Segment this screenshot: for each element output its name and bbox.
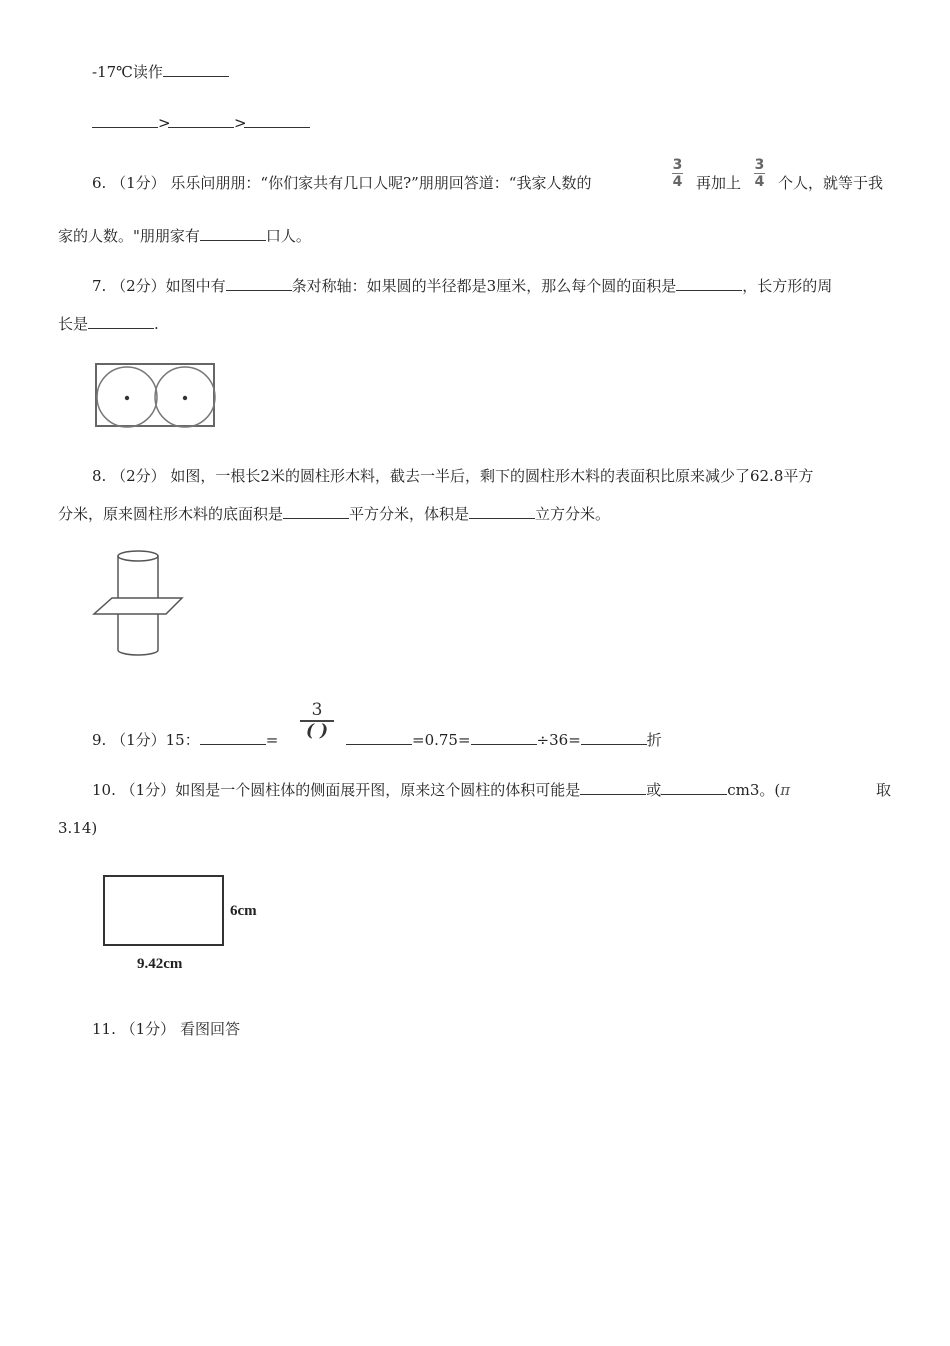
answer-blank[interactable] [283,504,349,519]
question-text: 如图是一个圆柱体的侧面展开图，原来这个圆柱的体积可能是 [175,781,581,799]
question-text: 条对称轴：如果圆的半径都是3厘米，那么每个圆的面积是 [291,277,677,295]
answer-blank[interactable] [226,276,292,291]
question-text: 立方分米。 [535,505,611,523]
question-score: （2分） [111,467,166,485]
q9-line-rest [346,730,662,750]
question-text: 如图，一根长2米的圆柱形木料，截去一半后，剩下的圆柱形木料的表面积比原来减少了62.8平方 [170,467,814,485]
question-text: 长是 [58,315,89,333]
cylinder-cut-figure [90,548,186,658]
temp-read-text: -17℃读作 [92,63,163,81]
question-number: 6. [92,174,107,192]
answer-blank[interactable] [676,276,742,291]
question-number: 10. [92,781,116,799]
q6-line1 [92,173,591,193]
fraction-three-over-blank: 3 ( ) [300,702,334,740]
question-text: ÷36= [536,731,581,749]
answer-blank[interactable] [580,780,646,795]
question-text: 如图中有 [165,277,226,295]
rectangle-two-circles-figure [94,362,218,430]
question-number: 7. [92,277,107,295]
q6-text-b: 再加上 [696,174,742,192]
q7-line1 [92,276,832,296]
question-score: （1分） [111,174,166,192]
q7-line2 [58,314,159,334]
question-text: 口人。 [265,227,311,245]
pi-symbol: π [780,781,791,799]
answer-blank[interactable] [168,113,234,128]
q10-take: 取 [876,781,892,799]
answer-blank[interactable] [163,62,229,77]
question-text: 分米，原来圆柱形木料的底面积是 [58,505,284,523]
q10-line2: 3.14) [58,819,98,837]
width-label: 9.42cm [137,956,183,972]
answer-blank[interactable] [469,504,535,519]
question-text: . [154,315,159,333]
answer-blank[interactable] [200,730,266,745]
answer-blank[interactable] [244,113,310,128]
greater-than-sign: > [158,114,171,132]
unfolded-rectangle-figure [103,875,224,946]
greater-than-sign: > [234,114,247,132]
answer-blank[interactable] [200,226,266,241]
question-text: =0.75= [412,731,471,749]
question-text: 15： [165,731,200,749]
answer-blank[interactable] [92,113,158,128]
equals-sign: = [265,731,279,749]
answer-blank[interactable] [581,730,647,745]
q6-text-c: 个人，就等于我 [778,174,884,192]
answer-blank[interactable] [661,780,727,795]
fraction-three-quarters: 3 4 [672,157,683,190]
question-text: ，长方形的周 [742,277,833,295]
question-text: 乐乐问朋朋：“你们家共有几口人呢?”朋朋回答道：“我家人数的 [170,174,592,192]
question-number: 8. [92,467,107,485]
question-text: 看图回答 [179,1020,240,1038]
question-score: （1分） [111,731,166,749]
question-number: 11. [92,1020,116,1038]
q8-line1 [92,466,813,486]
height-label: 6cm [230,903,257,919]
question-text: 折 [646,731,662,749]
question-text: 家的人数。"朋朋家有 [58,227,200,245]
question-score: （1分） [120,1020,176,1038]
q11-line [92,1019,240,1039]
question-number: 9. [92,731,107,749]
question-text: 或 [646,781,662,799]
answer-blank[interactable] [471,730,537,745]
question-score: （1分） [120,781,176,799]
q8-line2 [58,504,610,524]
answer-blank[interactable] [88,314,154,329]
question-text: 平方分米，体积是 [349,505,470,523]
answer-blank[interactable] [346,730,412,745]
q9-line [92,730,278,750]
q10-line1 [92,780,790,800]
fraction-three-quarters: 3 4 [754,157,765,190]
q6-line2 [58,226,311,246]
question-text: cm3。( [727,781,781,799]
temp-read-line [92,62,229,82]
question-score: （2分） [111,277,166,295]
compare-line [92,113,310,133]
